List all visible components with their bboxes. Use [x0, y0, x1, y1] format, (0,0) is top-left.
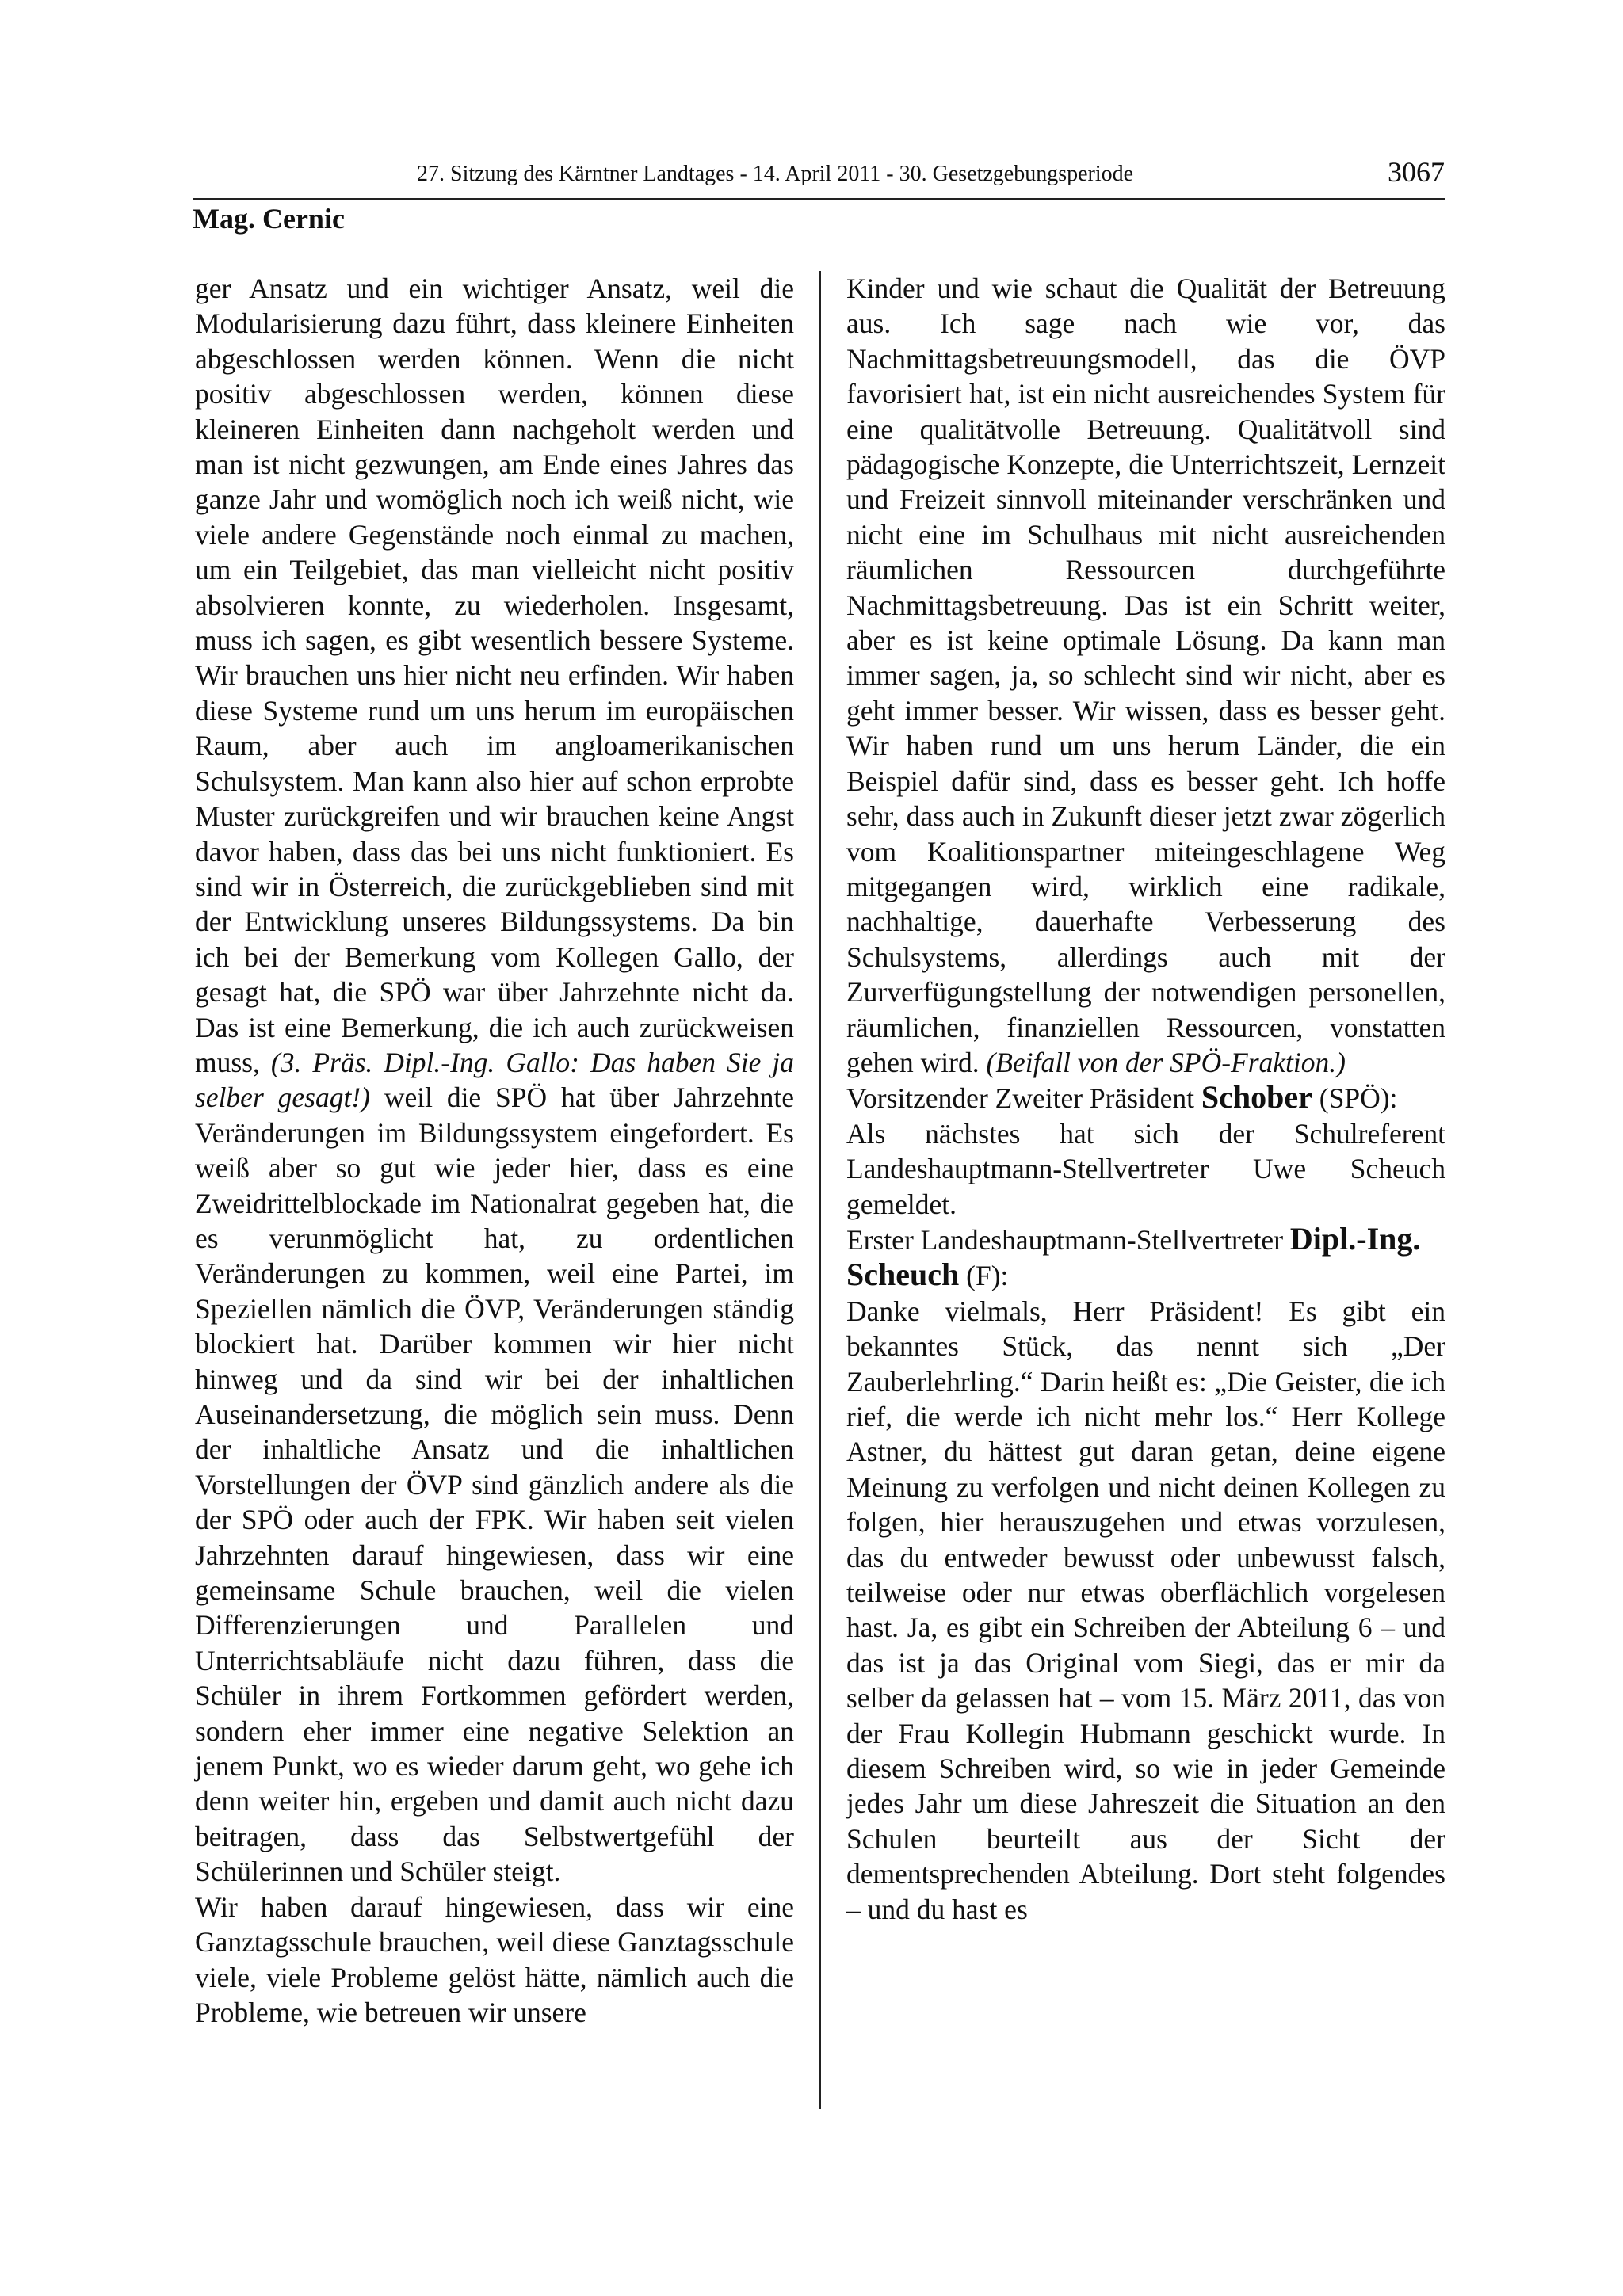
speaker-name: Schober [1201, 1079, 1312, 1116]
speaker-heading-scheuch [846, 1222, 1445, 1294]
speaker-role: Erster Landeshauptmann-Stellvertreter [846, 1223, 1284, 1256]
speaker-role: Vorsitzender Zweiter Präsident [846, 1082, 1195, 1115]
column-divider [819, 271, 821, 2109]
speaker-party: (SPÖ): [1319, 1082, 1398, 1115]
applause-note: (Beifall von der SPÖ-Fraktion.) [986, 1046, 1346, 1078]
right-column [846, 271, 1445, 1927]
interjection: (3. Präs. Dipl.-Ing. Gallo: Das haben Sie ja selber gesagt!) [195, 1046, 794, 1114]
right-paragraph-1 [846, 271, 1445, 1080]
left-paragraph-1 [195, 271, 794, 1890]
left-column [195, 271, 794, 2030]
left-paragraph-1-continuation: weil die SPÖ hat über Jahrzehnte Veränderungen im Bildungssystem eingefordert. Es weiß aber so gut wie jeder hier, dass es eine Zweidrittelblockade im Nationalrat gegeben hat, die es verunmöglicht hat, zu ordentlichen Veränderungen zu kommen, weil eine Partei, im Speziellen nämlich die ÖVP, Veränderungen ständig blockiert hat. Darüber kommen wir hier nicht hinweg und da sind wir bei der inhaltlichen Auseinandersetzung, die möglich sein muss. Denn der inhaltliche Ansatz und die inhaltlichen Vorstellungen der ÖVP sind gänzlich andere als die der SPÖ oder auch der FPK. Wir haben seit vielen Jahrzehnten darauf hingewiesen, dass wir eine gemeinsame Schule brauchen, weil die vielen Differenzierungen und Parallelen und Unterrichtsabläufe nicht dazu führen, dass die Schüler in ihrem Fortkommen gefördert werden, sondern eher immer eine negative Selektion an jenem Punkt, wo es wieder darum geht, wo gehe ich denn weiter hin, ergeben und damit auch nicht dazu beitragen, dass das Selbstwertgefühl der Schülerinnen und Schüler steigt. [195, 1081, 794, 1888]
header-rule [193, 198, 1445, 200]
left-paragraph-1-text: ger Ansatz und ein wichtiger Ansatz, weil die Modularisierung dazu führt, dass kleinere Einheiten abgeschlossen werden können. Wenn die nicht positiv abgeschlossen werden, können diese kleineren Einheiten dann nachgeholt werden und man ist nicht gezwungen, am Ende eines Jahres das ganze Jahr und womöglich noch ich weiß nicht, wie viele andere Gegenstände noch einmal zu machen, um ein Teilgebiet, das man vielleicht nicht positiv absolvieren konnte, zu wiederholen. Insgesamt, muss ich sagen, es gibt wesentlich bessere Systeme. Wir brauchen uns hier nicht neu erfinden. Wir haben diese Systeme rund um uns herum im europäischen Raum, aber auch im angloamerikanischen Schulsystem. Man kann also hier auf schon erprobte Muster zurückgreifen und wir brauchen keine Angst davor haben, dass das bei uns nicht funktioniert. Es sind wir in Österreich, die zurückgeblieben sind mit der Entwicklung unseres Bildungssystems. Da bin ich bei der Bemerkung vom Kollegen Gallo, der gesagt hat, die SPÖ war über Jahrzehnte nicht da. Das ist eine Bemerkung, die ich auch zurückweisen muss, [195, 273, 794, 1078]
speech-schober: Als nächstes hat sich der Schulreferent Landeshauptmann-Stellvertreter Uwe Scheuch gemeldet. [846, 1117, 1445, 1220]
page-header [193, 155, 1445, 195]
speaker-name: Dipl.-Ing. Scheuch [846, 1220, 1421, 1293]
left-paragraph-2: Wir haben darauf hingewiesen, dass wir eine Ganztagsschule brauchen, weil diese Ganztagsschule viele, viele Probleme gelöst hätte, nämlich auch die Probleme, wie betreuen wir unsere [195, 1890, 794, 2028]
header-title: 27. Sitzung des Kärntner Landtages - 14. April 2011 - 30. Gesetzgebungsperiode [417, 162, 1134, 186]
speaker-party: (F): [966, 1260, 1009, 1292]
running-speaker-mark: Mag. Cernic [193, 203, 345, 235]
speech-scheuch: Danke vielmals, Herr Präsident! Es gibt ein bekanntes Stück, das nennt sich „Der Zauberlehrling.“ Darin heißt es: „Die Geister, die ich rief, die werde ich nicht mehr los.“ Herr Kollege Astner, du hättest gut daran getan, deine eigene Meinung zu verfolgen und nicht deinen Kollegen zu folgen, hier herauszugehen und etwas vorzulesen, das du entweder bewusst oder unbewusst falsch, teilweise oder nur etwas oberflächlich vorgelesen hast. Ja, es gibt ein Schreiben der Abteilung 6 – und das ist ja das Original vom Siegi, das er mir da selber da gelassen hat – vom 15. März 2011, das von der Frau Kollegin Hubmann geschickt wurde. In diesem Schreiben wird, so wie in jeder Gemeinde jedes Jahr um diese Jahreszeit die Situation an den Schulen beurteilt aus der Sicht der dementsprechenden Abteilung. Dort steht folgendes – und du hast es [846, 1295, 1445, 1925]
right-paragraph-1-text: Kinder und wie schaut die Qualität der Betreuung aus. Ich sage nach wie vor, das Nachmittagsbetreuungsmodell, das die ÖVP favorisiert hat, ist ein nicht ausreichendes System für eine qualitätvolle Betreuung. Qualitätvoll sind pädagogische Konzepte, die Unterrichtszeit, Lernzeit und Freizeit sinnvoll miteinander verschränken und nicht eine im Schulhaus mit nicht ausreichenden räumlichen Ressourcen durchgeführte Nachmittagsbetreuung. Das ist ein Schritt weiter, aber es ist keine optimale Lösung. Da kann man immer sagen, ja, so schlecht sind wir nicht, aber es geht immer besser. Wir wissen, dass es besser geht. Wir haben rund um uns herum Länder, die ein Beispiel dafür sind, dass es besser geht. Ich hoffe sehr, dass auch in Zukunft dieser jetzt zwar zögerlich vom Koalitionspartner miteingeschlagene Weg mitgegangen wird, wirklich eine radikale, nachhaltige, dauerhafte Verbesserung des Schulsystems, allerdings auch mit der Zurverfügungstellung der notwendigen personellen, räumlichen, finanziellen Ressourcen, vonstatten gehen wird. [846, 273, 1445, 1078]
page-number: 3067 [1388, 156, 1445, 188]
speaker-heading-schober [846, 1080, 1445, 1116]
